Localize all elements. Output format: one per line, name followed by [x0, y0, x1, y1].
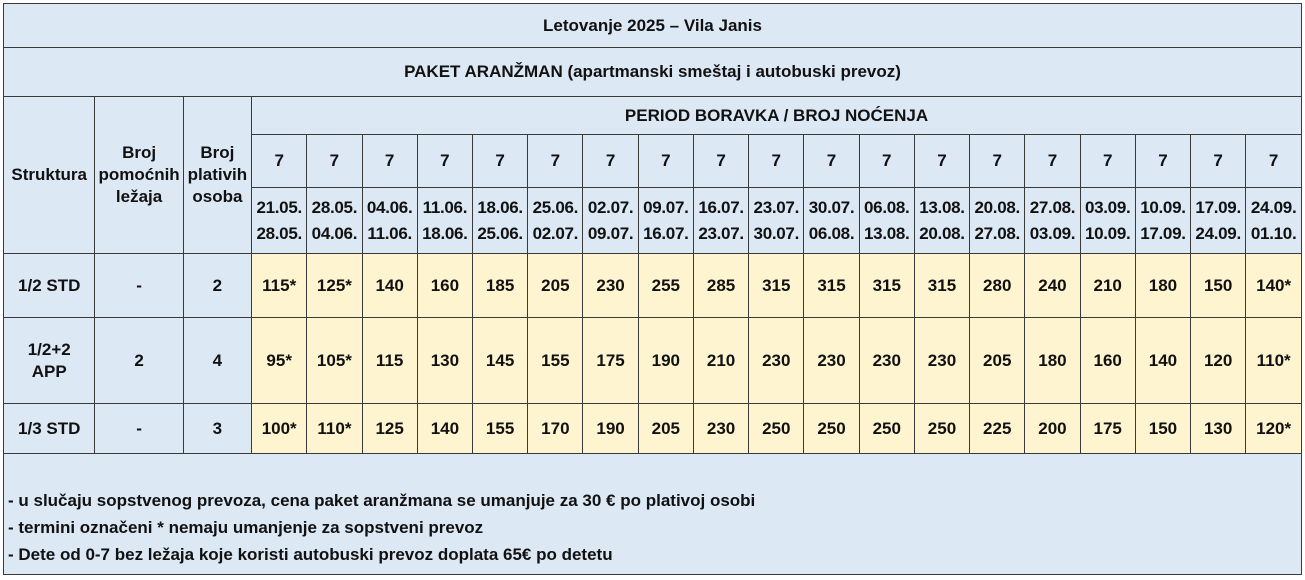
price-cell: 250 [804, 404, 859, 454]
price-cell: 185 [473, 254, 528, 318]
structure-cell [4, 318, 95, 404]
price-table [3, 3, 1302, 575]
period-to: 20.08. [919, 223, 965, 243]
period-to: 23.07. [698, 223, 744, 243]
period-from: 28.05. [311, 197, 358, 217]
price-cell: 145 [473, 318, 528, 404]
paying-header [183, 97, 251, 254]
extra-beds-cell: - [95, 254, 183, 318]
period-cell [970, 188, 1025, 254]
price-cell: 150 [1135, 404, 1190, 454]
period-to: 18.06. [422, 223, 468, 243]
period-to: 02.07. [532, 223, 579, 243]
nights-cell: 7 [1025, 135, 1080, 188]
nights-cell: 7 [362, 135, 417, 188]
price-cell: 315 [859, 254, 914, 318]
period-cell [1246, 188, 1302, 254]
price-cell: 130 [417, 318, 472, 404]
price-cell: 155 [528, 318, 583, 404]
period-from: 02.07. [587, 197, 634, 217]
price-cell: 180 [1135, 254, 1190, 318]
period-header: PERIOD BORAVKA / BROJ NOĆENJA [252, 97, 1302, 135]
price-cell: 110* [1246, 318, 1302, 404]
nights-cell: 7 [528, 135, 583, 188]
nights-cell: 7 [252, 135, 307, 188]
price-cell: 225 [970, 404, 1025, 454]
price-cell: 230 [749, 318, 804, 404]
nights-cell: 7 [1246, 135, 1302, 188]
period-from: 13.08. [919, 197, 965, 217]
extra-beds-cell: 2 [95, 318, 183, 404]
price-cell: 175 [583, 318, 638, 404]
price-cell: 250 [914, 404, 969, 454]
price-cell: 230 [914, 318, 969, 404]
price-cell: 120 [1191, 318, 1246, 404]
price-cell: 130 [1191, 404, 1246, 454]
period-to: 28.05. [256, 223, 302, 243]
period-to: 27.08. [974, 223, 1020, 243]
title-row [4, 4, 1302, 48]
price-cell: 250 [749, 404, 804, 454]
price-cell: 120* [1246, 404, 1302, 454]
price-cell: 160 [1080, 318, 1135, 404]
table-row [4, 254, 1302, 318]
price-cell: 180 [1025, 318, 1080, 404]
extra-beds-header [95, 97, 183, 254]
period-from: 11.06. [422, 197, 468, 217]
period-cell [1080, 188, 1135, 254]
period-to: 06.08. [808, 223, 855, 243]
period-to: 10.09. [1084, 223, 1131, 243]
structure-header: Struktura [4, 97, 95, 254]
period-to: 04.06. [311, 223, 358, 243]
price-cell: 210 [693, 318, 748, 404]
period-header-row [4, 97, 1302, 135]
period-from: 23.07. [753, 197, 800, 217]
price-cell: 140 [1135, 318, 1190, 404]
price-cell: 110* [307, 404, 362, 454]
price-cell: 175 [1080, 404, 1135, 454]
period-from: 16.07. [698, 197, 744, 217]
period-from: 06.08. [864, 197, 910, 217]
period-to: 01.10. [1250, 223, 1297, 243]
price-cell: 125 [362, 404, 417, 454]
period-cell [473, 188, 528, 254]
period-to: 13.08. [864, 223, 910, 243]
price-cell: 280 [970, 254, 1025, 318]
price-cell: 205 [970, 318, 1025, 404]
period-cell [804, 188, 859, 254]
price-cell: 255 [638, 254, 693, 318]
extra-beds-header-line: ležaja [115, 187, 163, 206]
notes-cell [4, 454, 1302, 575]
nights-cell: 7 [583, 135, 638, 188]
structure-line: APP [31, 361, 67, 381]
extra-beds-header-line: pomoćnih [98, 165, 180, 184]
period-cell [362, 188, 417, 254]
period-to: 25.06. [477, 223, 523, 243]
extra-beds-cell: - [95, 404, 183, 454]
period-from: 27.08. [1029, 197, 1076, 217]
price-cell: 200 [1025, 404, 1080, 454]
period-from: 24.09. [1250, 197, 1297, 217]
price-cell: 170 [528, 404, 583, 454]
nights-cell: 7 [473, 135, 528, 188]
paying-header-line: Broj [200, 143, 235, 162]
paying-cell: 4 [183, 318, 251, 404]
price-cell: 115* [252, 254, 307, 318]
nights-cell: 7 [859, 135, 914, 188]
period-from: 20.08. [974, 197, 1020, 217]
note-line: - Dete od 0-7 bez ležaja koje koristi autobuski prevoz doplata 65€ po detetu [8, 545, 613, 564]
period-to: 30.07. [753, 223, 800, 243]
subtitle-row [4, 48, 1302, 97]
table-row [4, 404, 1302, 454]
period-cell [1135, 188, 1190, 254]
nights-cell: 7 [1080, 135, 1135, 188]
period-from: 17.09. [1195, 197, 1241, 217]
price-cell: 140 [417, 404, 472, 454]
structure-line: 1/3 STD [18, 418, 81, 438]
table-subtitle: PAKET ARANŽMAN (apartmanski smeštaj i autobuski prevoz) [4, 48, 1302, 97]
price-cell: 315 [749, 254, 804, 318]
period-to: 17.09. [1140, 223, 1186, 243]
period-to: 09.07. [587, 223, 634, 243]
paying-header-line: plativih [187, 165, 248, 184]
price-cell: 190 [638, 318, 693, 404]
period-to: 11.06. [367, 223, 412, 243]
period-from: 03.09. [1084, 197, 1131, 217]
price-cell: 230 [693, 404, 748, 454]
price-cell: 190 [583, 404, 638, 454]
nights-cell: 7 [638, 135, 693, 188]
nights-cell: 7 [914, 135, 969, 188]
price-cell: 95* [252, 318, 307, 404]
nights-cell: 7 [1135, 135, 1190, 188]
note-line: - u slučaju sopstvenog prevoza, cena paket aranžmana se umanjuje za 30 € po plativoj osobi [8, 491, 756, 510]
price-cell: 150 [1191, 254, 1246, 318]
table-title: Letovanje 2025 – Vila Janis [4, 4, 1302, 48]
price-cell: 315 [914, 254, 969, 318]
period-from: 04.06. [366, 197, 413, 217]
period-to: 03.09. [1029, 223, 1076, 243]
notes-row [4, 454, 1302, 575]
price-cell: 160 [417, 254, 472, 318]
extra-beds-header-line: Broj [122, 143, 157, 162]
period-cell [583, 188, 638, 254]
period-cell [417, 188, 472, 254]
period-cell [749, 188, 804, 254]
period-cell [252, 188, 307, 254]
paying-cell: 3 [183, 404, 251, 454]
period-to: 16.07. [643, 223, 689, 243]
price-cell: 230 [859, 318, 914, 404]
paying-header-line: osoba [192, 187, 243, 206]
price-cell: 155 [473, 404, 528, 454]
period-cell [307, 188, 362, 254]
period-cell [638, 188, 693, 254]
period-from: 21.05. [256, 197, 302, 217]
price-cell: 315 [804, 254, 859, 318]
period-from: 09.07. [643, 197, 689, 217]
price-cell: 125* [307, 254, 362, 318]
price-cell: 115 [362, 318, 417, 404]
structure-cell [4, 254, 95, 318]
nights-cell: 7 [804, 135, 859, 188]
price-cell: 230 [804, 318, 859, 404]
price-cell: 105* [307, 318, 362, 404]
period-cell [859, 188, 914, 254]
price-cell: 140* [1246, 254, 1302, 318]
period-to: 24.09. [1195, 223, 1241, 243]
structure-line: 1/2 STD [18, 275, 81, 295]
period-from: 30.07. [808, 197, 855, 217]
period-cell [914, 188, 969, 254]
period-cell [528, 188, 583, 254]
table-row [4, 318, 1302, 404]
nights-cell: 7 [693, 135, 748, 188]
price-cell: 205 [528, 254, 583, 318]
price-cell: 140 [362, 254, 417, 318]
nights-cell: 7 [307, 135, 362, 188]
period-from: 10.09. [1140, 197, 1186, 217]
structure-line: 1/2+2 [27, 339, 71, 359]
price-cell: 240 [1025, 254, 1080, 318]
price-cell: 210 [1080, 254, 1135, 318]
price-cell: 100* [252, 404, 307, 454]
note-line: - termini označeni * nemaju umanjenje za sopstveni prevoz [8, 518, 484, 537]
paying-cell: 2 [183, 254, 251, 318]
price-cell: 230 [583, 254, 638, 318]
nights-cell: 7 [970, 135, 1025, 188]
period-cell [1025, 188, 1080, 254]
price-cell: 250 [859, 404, 914, 454]
period-from: 25.06. [532, 197, 579, 217]
structure-cell [4, 404, 95, 454]
period-cell [1191, 188, 1246, 254]
price-cell: 285 [693, 254, 748, 318]
nights-cell: 7 [749, 135, 804, 188]
nights-cell: 7 [417, 135, 472, 188]
nights-cell: 7 [1191, 135, 1246, 188]
period-from: 18.06. [477, 197, 523, 217]
price-cell: 205 [638, 404, 693, 454]
period-cell [693, 188, 748, 254]
